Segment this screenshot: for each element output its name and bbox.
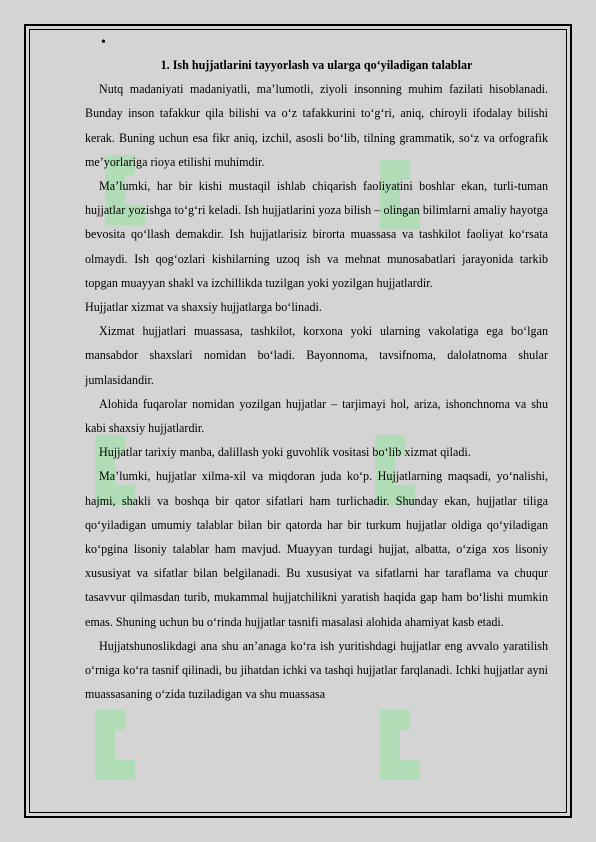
paragraph-2: Ma’lumki, har bir kishi mustaqil ishlab chiqarish faoliyatini boshlar ekan, turli-tuman hujjatlar yozishga to‘g‘ri keladi. Ish hujjatlarini yoza bilish – olingan bilimlarni amaliy hayotga bevosita qo‘llash demakdir. Ish hujjatlarisiz birorta muassasa va tashkilot faoliyat ko‘rsata olmaydi. Ish qog‘ozlari kishilarning uzoq ish va mehnat munosabatlari jarayonida tarkib topgan muayyan shakl va izchillikda tuzilgan yoki yozilgan hujjatlardir.: [85, 179, 548, 290]
paragraph-1: Nutq madaniyati madaniyatli, ma’lumotli, ziyoli insonning muhim fazilati hisoblanadi. Bunday inson tafakkur qila bilishi va o‘z tafakkurini to‘g‘ri, aniq, chiroyli ifodalay bilishi kerak. Buning uchun esa fikr aniq, izchil, asosli bo‘lib, tilning grammatik, so‘z va orfografik me’yorlariga rioya etilishi muhimdir.: [85, 82, 548, 169]
watermark-logo-6: [370, 700, 440, 790]
paragraph-6: Hujjatlar tarixiy manba, dalillash yoki guvohlik vositasi bo‘lib xizmat qiladi.: [99, 445, 471, 460]
bullet-marker: •: [101, 35, 106, 50]
paragraph-8: Hujjatshunoslikdagi ana shu an’anaga ko‘ra ish yuritishdagi hujjatlar eng avvalo yaratilish o‘rniga ko‘ra tasnif qilinadi, bu jihatdan ichki va tashqi hujjatlar farqlanadi. Ichki hujjatlar ayni muassasaning o‘zida tuziladigan va shu muassasa: [85, 638, 548, 702]
paragraph-4: Xizmat hujjatlari muassasa, tashkilot, korxona yoki ularning vakolatiga ega bo‘lgan mansabdor shaxslari nomidan bo‘ladi. Bayonnoma, tavsifnoma, dalolatnoma shular jumlasidandir.: [85, 324, 548, 387]
paragraph-5: Alohida fuqarolar nomidan yozilgan hujjatlar – tarjimayi hol, ariza, ishonchnoma va shu kabi shaxsiy hujjatlardir.: [85, 396, 548, 436]
section-title: 1. Ish hujjatlarini tayyorlash va ularga qo‘yiladigan talablar: [160, 58, 473, 72]
paragraph-7: Ma’lumki, hujjatlar xilma-xil va miqdoran juda ko‘p. Hujjatlarning maqsadi, yo‘nalishi, hajmi, shakli va boshqa bir qator sifatlari ham turlichadir. Shunday ekan, hujjatlar tiliga qo‘yiladigan umumiy talablar bilan bir qatorda har bir turkum hujjatlar oldiga qo‘yiladigan ko‘pgina lisoniy talablar ham mavjud. Muayyan turdagi hujjat, albatta, o‘ziga xos lisoniy xususiyat va sifatlar bilan belgilanadi. Bu xususiyat va sifatlarni har taraflama va chuqur tasavvur qilmasdan turib, mukammal hujjatchilikni yaratish haqida gap ham bo‘lishi mumkin emas. Shuning uchun bu o‘rinda hujjatlar tasnifi masalasi alohida ahamiyat kasb etadi.: [85, 469, 548, 629]
watermark-logo-5: [85, 700, 155, 790]
document-body: [85, 33, 548, 706]
paragraph-3: Hujjatlar xizmat va shaxsiy hujjatlarga bo‘linadi.: [85, 300, 322, 315]
